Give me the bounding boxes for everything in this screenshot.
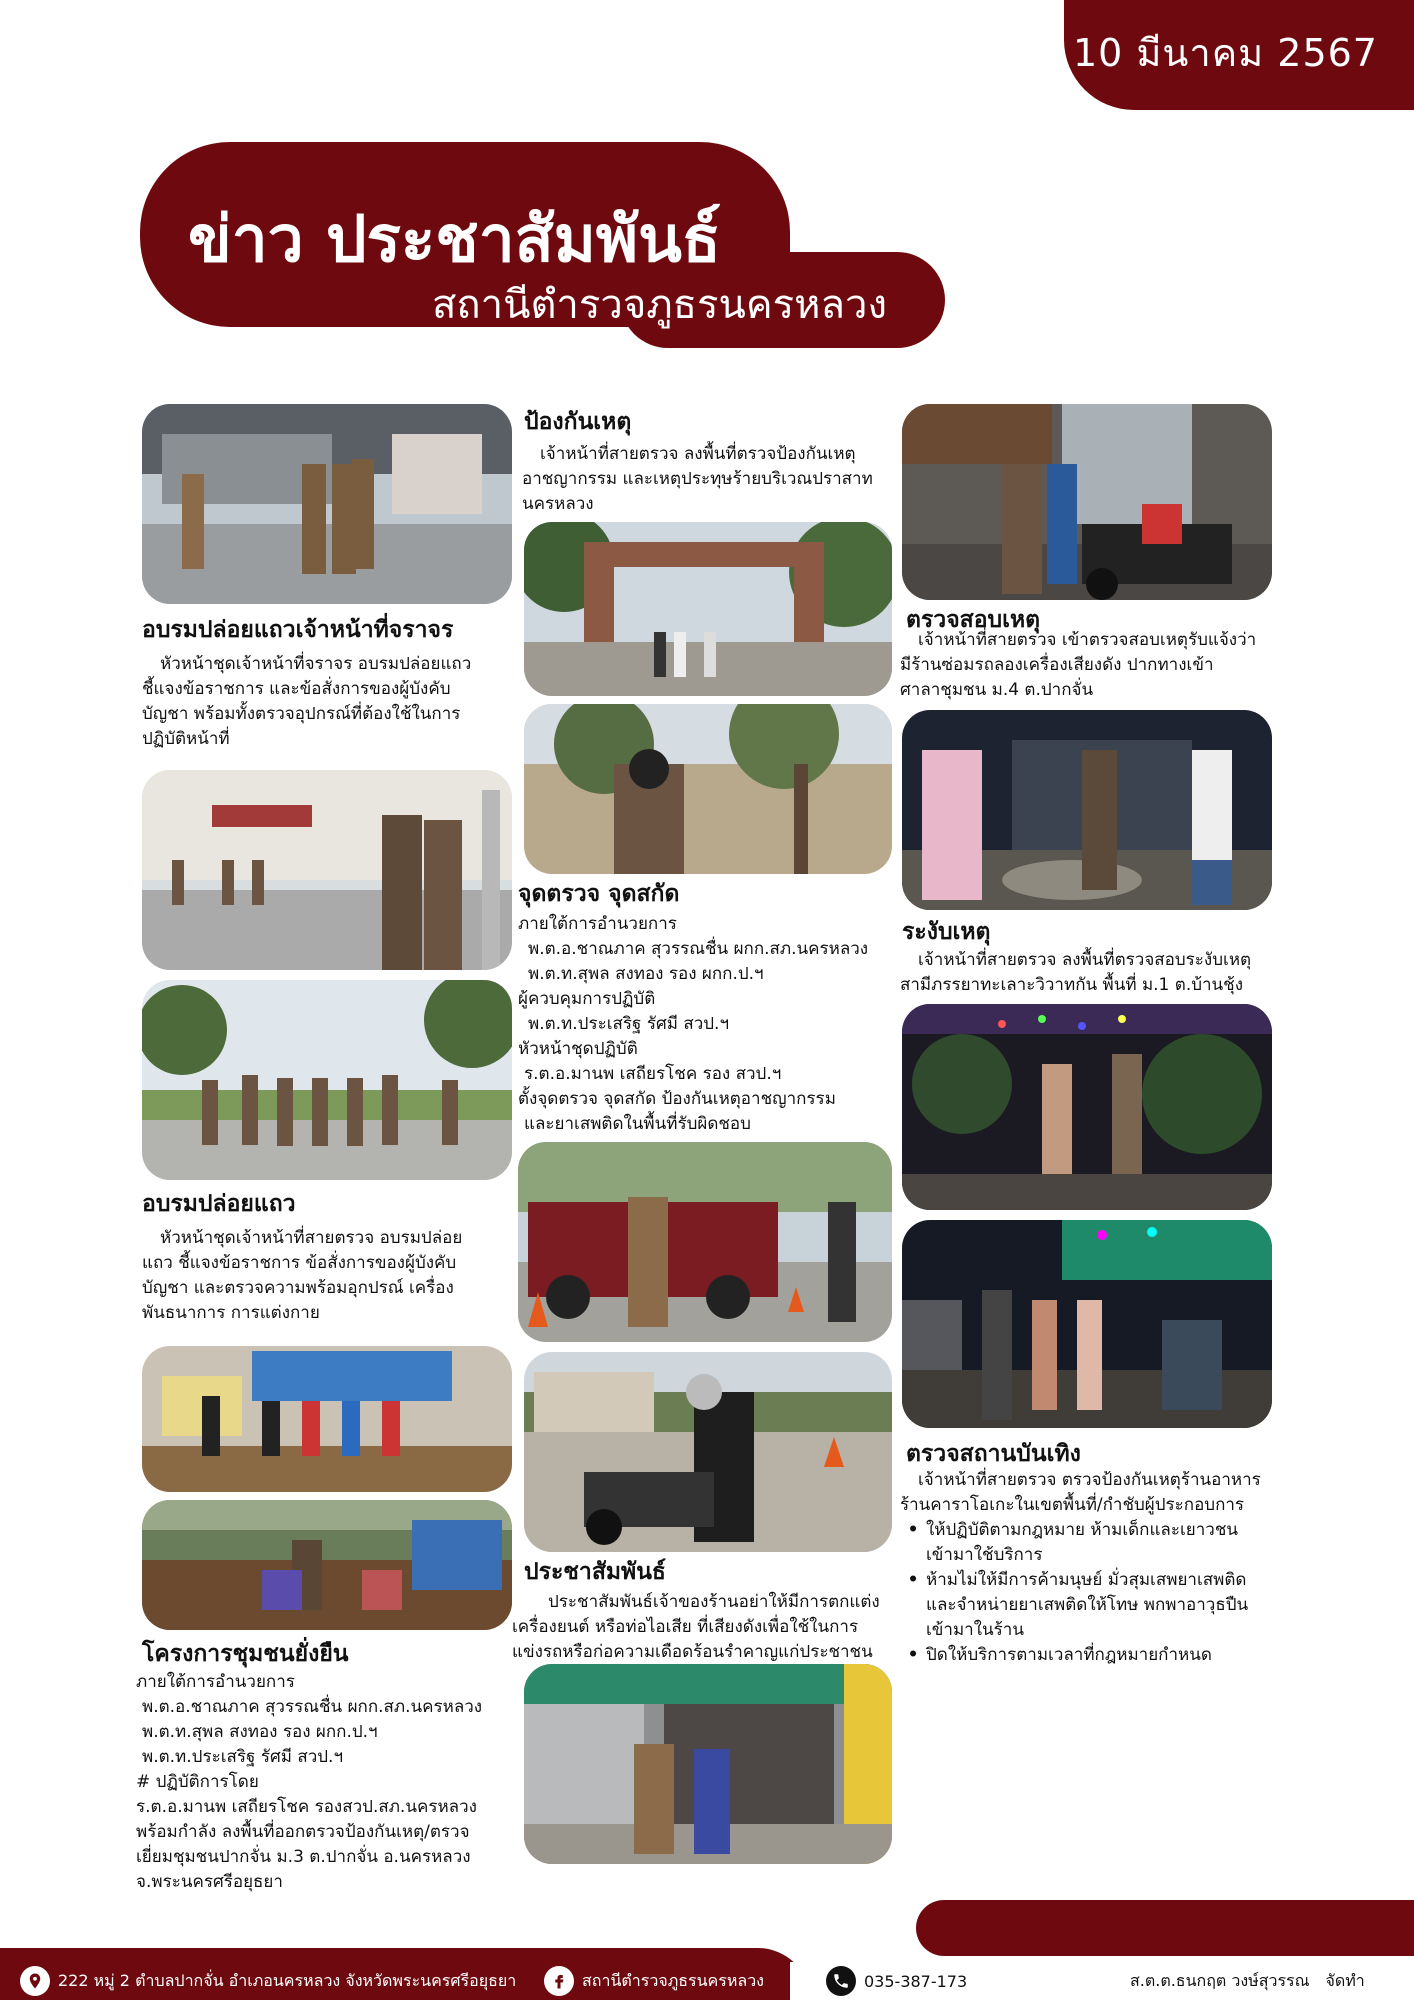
heading-dispute-resolve: ระงับเหตุ: [902, 919, 991, 945]
text-public-relations: ประชาสัมพันธ์เจ้าของร้านอย่าให้มีการตกแต่ง เครื่องยนต์ หรือท่อไอเสีย ที่เสียงดังเพื่อใช้ในการ แข่งรถหรือก่อความเดือดร้อนรำคาญแก่ประชาชน: [512, 1592, 880, 1662]
list-item: • ห้ามไม่ให้มีการค้ามนุษย์ มั่วสุมเสพยาเสพติด และจำหน่ายยาเสพติดให้โทษ พกพาอาวุธปืน เข้ามาในร้าน: [907, 1570, 1249, 1640]
photo-motorcycle-check: [524, 1352, 892, 1552]
text-entertainment-check: เจ้าหน้าที่สายตรวจ ตรวจป้องกันเหตุร้านอาหาร ร้านคาราโอเกะในเขตพื้นที่/กำชับผู้ประกอบการ: [900, 1470, 1261, 1515]
text-incident-check: เจ้าหน้าที่สายตรวจ เข้าตรวจสอบเหตุรับแจ้งว่า มีร้านซ่อมรถลองเครื่องเสียงดัง ปากทางเข้า ศาลาชุมชน ม.4 ต.ปากจั่น: [900, 630, 1257, 700]
text-dispute-resolve: เจ้าหน้าที่สายตรวจ ลงพื้นที่ตรวจสอบระงับเหตุ สามีภรรยาทะเลาะวิวาทกัน พื้นที่ ม.1 ต.บ้านชุ้ง: [900, 950, 1252, 995]
footer-accent-bar: [916, 1900, 1414, 1956]
photo-traffic-briefing: [142, 404, 512, 604]
heading-community-project: โครงการชุมชนยั่งยืน: [142, 1641, 349, 1667]
phone-number[interactable]: 035-387-173: [864, 1971, 968, 1991]
photo-checkpoint-truck: [518, 1142, 892, 1342]
photo-noise-check: [902, 404, 1272, 600]
photo-karaoke-inspection-2: [902, 1220, 1272, 1428]
footer-facebook[interactable]: [544, 1962, 764, 2000]
location-pin-icon: [20, 1966, 50, 1996]
facebook-page-link[interactable]: สถานีตำรวจภูธรนครหลวง: [582, 1970, 764, 1990]
address-text: 222 หมู่ 2 ตำบลปากจั่น อำเภอนครหลวง จังหวัดพระนครศรีอยุธยา: [58, 1970, 517, 1990]
text-checkpoint: ภายใต้การอำนวยการ พ.ต.อ.ชาณภาค สุวรรณชื่น ผกก.สภ.นครหลวง พ.ต.ท.สุพล สงทอง รอง ผกก.ป.ฯ ผู้ควบคุมการปฏิบัติ พ.ต.ท.ประเสริฐ รัศมี สวป.ฯ หัวหน้าชุดปฏิบัติ ร.ต.อ.มานพ เสถียรโชค รอง สวป.ฯ ตั้งจุดตรวจ จุดสกัด ป้องกันเหตุอาชญากรรม และยาเสพติดในพื้นที่รับผิดชอบ: [518, 914, 869, 1134]
footer-address: [20, 1962, 516, 2000]
photo-karaoke-inspection-1: [902, 1004, 1272, 1210]
photo-park-officer: [524, 704, 892, 874]
heading-prevention: ป้องกันเหตุ: [524, 409, 632, 435]
facebook-icon: [544, 1966, 574, 1996]
date-label: 10 มีนาคม 2567: [1072, 31, 1378, 75]
photo-historic-park-patrol: [524, 522, 892, 696]
list-item: • ให้ปฏิบัติตามกฎหมาย ห้ามเด็กและเยาวชน เข้ามาใช้บริการ: [907, 1520, 1238, 1565]
heading-incident-check: ตรวจสอบเหตุ: [906, 607, 1041, 633]
text-field-lineup: หัวหน้าชุดเจ้าหน้าที่สายตรวจ อบรมปล่อย แถว ชี้แจงข้อราชการ ข้อสั่งการของผู้บังคับ บัญชา และตรวจความพร้อมอุกปรณ์ เครื่อง พันธนาการ การแต่งกาย: [142, 1228, 463, 1323]
heading-entertainment-check: ตรวจสถานบันเทิง: [906, 1441, 1081, 1467]
heading-traffic-briefing: อบรมปล่อยแถวเจ้าหน้าที่จราจร: [142, 617, 454, 643]
photo-repair-shop: [524, 1664, 892, 1864]
footer-author: [1130, 1962, 1365, 2000]
text-community-project: ภายใต้การอำนวยการ พ.ต.อ.ชาณภาค สุวรรณชื่น ผกก.สภ.นครหลวง พ.ต.ท.สุพล สงทอง รอง ผกก.ป.ฯ พ.ต.ท.ประเสริฐ รัศมี สวป.ฯ # ปฏิบัติการโดย ร.ต.อ.มานพ เสถียรโชค รองสวป.สภ.นครหลวง พร้อมกำลัง ลงพื้นที่ออกตรวจป้องกันเหตุ/ตรวจ เยี่ยมชุมชนปากจั่น ม.3 ต.ปากจั่น อ.นครหลวง จ.พระนครศรีอยุธยา: [136, 1672, 483, 1892]
heading-public-relations: ประชาสัมพันธ์: [524, 1559, 666, 1585]
page-title: ข่าว ประชาสัมพันธ์: [188, 203, 721, 277]
author-credit: จัดทำ: [1325, 1970, 1365, 1990]
footer-phone[interactable]: [826, 1962, 967, 2000]
photo-community-meeting: [142, 1346, 512, 1492]
photo-community-visit: [142, 1500, 512, 1630]
page-subtitle: สถานีตำรวจภูธรนครหลวง: [432, 282, 887, 328]
entertainment-rules-list: [900, 1518, 1280, 1668]
photo-dispute-resolve: [902, 710, 1272, 910]
list-item: • ปิดให้บริการตามเวลาที่กฎหมายกำหนด: [907, 1645, 1212, 1665]
heading-field-lineup: อบรมปล่อยแถว: [142, 1191, 296, 1217]
text-prevention: เจ้าหน้าที่สายตรวจ ลงพื้นที่ตรวจป้องกันเหตุ อาชญากรรม และเหตุประทุษร้ายบริเวณปราสาท นครหลวง: [522, 444, 873, 514]
photo-field-lineup: [142, 980, 512, 1180]
author-name: ส.ต.ต.ธนกฤต วงษ์สุวรรณ: [1130, 1970, 1310, 1990]
photo-station-lineup: [142, 770, 512, 970]
heading-checkpoint: จุดตรวจ จุดสกัด: [518, 881, 680, 907]
phone-icon: [826, 1966, 856, 1996]
text-traffic-briefing: หัวหน้าชุดเจ้าหน้าที่จราจร อบรมปล่อยแถว ชี้แจงข้อราชการ และข้อสั่งการของผู้บังคับ บัญชา พร้อมทั้งตรวจอุปกรณ์ที่ต้องใช้ในการ ปฏิบัติหน้าที่: [142, 654, 472, 749]
